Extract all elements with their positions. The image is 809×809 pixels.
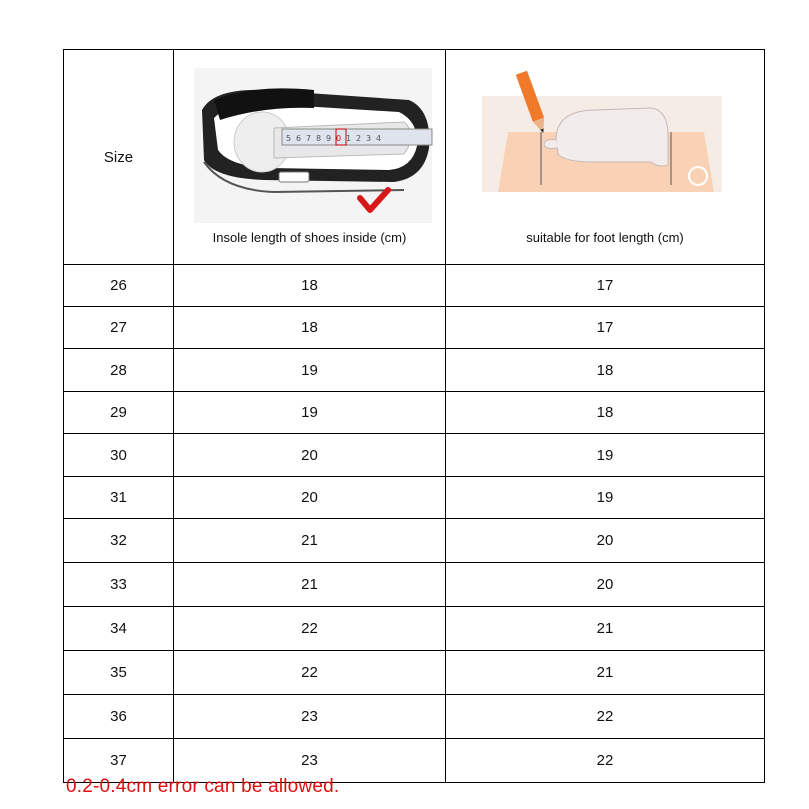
size-cell: 32 (64, 519, 174, 563)
table-row (64, 519, 765, 563)
table-row (64, 265, 765, 307)
svg-text:3: 3 (366, 134, 372, 143)
foot-length-cell: 19 (446, 477, 765, 519)
size-cell: 36 (64, 695, 174, 739)
foot-length-cell: 22 (446, 739, 765, 783)
table-row (64, 477, 765, 519)
size-cell: 30 (64, 434, 174, 477)
table-row (64, 607, 765, 651)
size-cell: 37 (64, 739, 174, 783)
insole-length-label: Insole length of shoes inside (cm) (212, 230, 407, 245)
table-row (64, 307, 765, 349)
insole-length-cell: 18 (174, 265, 446, 307)
size-chart-table (63, 49, 765, 783)
foot-column-header (446, 50, 765, 265)
insole-length-cell: 22 (174, 607, 446, 651)
size-cell: 33 (64, 563, 174, 607)
error-tolerance-note: 0.2-0.4cm error can be allowed. (66, 776, 340, 797)
size-cell: 29 (64, 392, 174, 434)
table-row (64, 563, 765, 607)
insole-length-cell: 19 (174, 392, 446, 434)
svg-text:1: 1 (346, 134, 352, 143)
foot-length-cell: 18 (446, 349, 765, 392)
foot-length-cell: 17 (446, 265, 765, 307)
insole-length-cell: 21 (174, 563, 446, 607)
foot-length-label: suitable for foot length (cm) (526, 230, 684, 245)
insole-length-cell: 23 (174, 739, 446, 783)
insole-length-cell: 21 (174, 519, 446, 563)
svg-text:5: 5 (286, 134, 292, 143)
foot-length-cell: 19 (446, 434, 765, 477)
svg-text:9: 9 (326, 134, 332, 143)
size-cell: 35 (64, 651, 174, 695)
foot-length-cell: 20 (446, 519, 765, 563)
insole-length-cell: 20 (174, 477, 446, 519)
foot-length-cell: 18 (446, 392, 765, 434)
table-header-row (64, 50, 765, 265)
table-row (64, 695, 765, 739)
svg-text:8: 8 (316, 134, 322, 143)
foot-length-cell: 21 (446, 651, 765, 695)
size-cell: 28 (64, 349, 174, 392)
insole-length-cell: 23 (174, 695, 446, 739)
svg-text:2: 2 (356, 134, 362, 143)
size-cell: 26 (64, 265, 174, 307)
foot-length-cell: 20 (446, 563, 765, 607)
svg-text:7: 7 (306, 134, 312, 143)
insole-length-cell: 22 (174, 651, 446, 695)
size-cell: 34 (64, 607, 174, 651)
size-cell: 31 (64, 477, 174, 519)
svg-text:6: 6 (296, 134, 302, 143)
insole-column-header (174, 50, 446, 265)
table-row (64, 434, 765, 477)
foot-length-cell: 21 (446, 607, 765, 651)
size-column-header: Size (64, 50, 174, 265)
svg-text:4: 4 (376, 134, 382, 143)
table-row (64, 651, 765, 695)
insole-length-cell: 20 (174, 434, 446, 477)
foot-length-cell: 22 (446, 695, 765, 739)
foot-length-cell: 17 (446, 307, 765, 349)
insole-length-cell: 19 (174, 349, 446, 392)
insole-length-cell: 18 (174, 307, 446, 349)
table-row (64, 392, 765, 434)
svg-text:0: 0 (336, 134, 342, 143)
size-cell: 27 (64, 307, 174, 349)
table-row (64, 349, 765, 392)
